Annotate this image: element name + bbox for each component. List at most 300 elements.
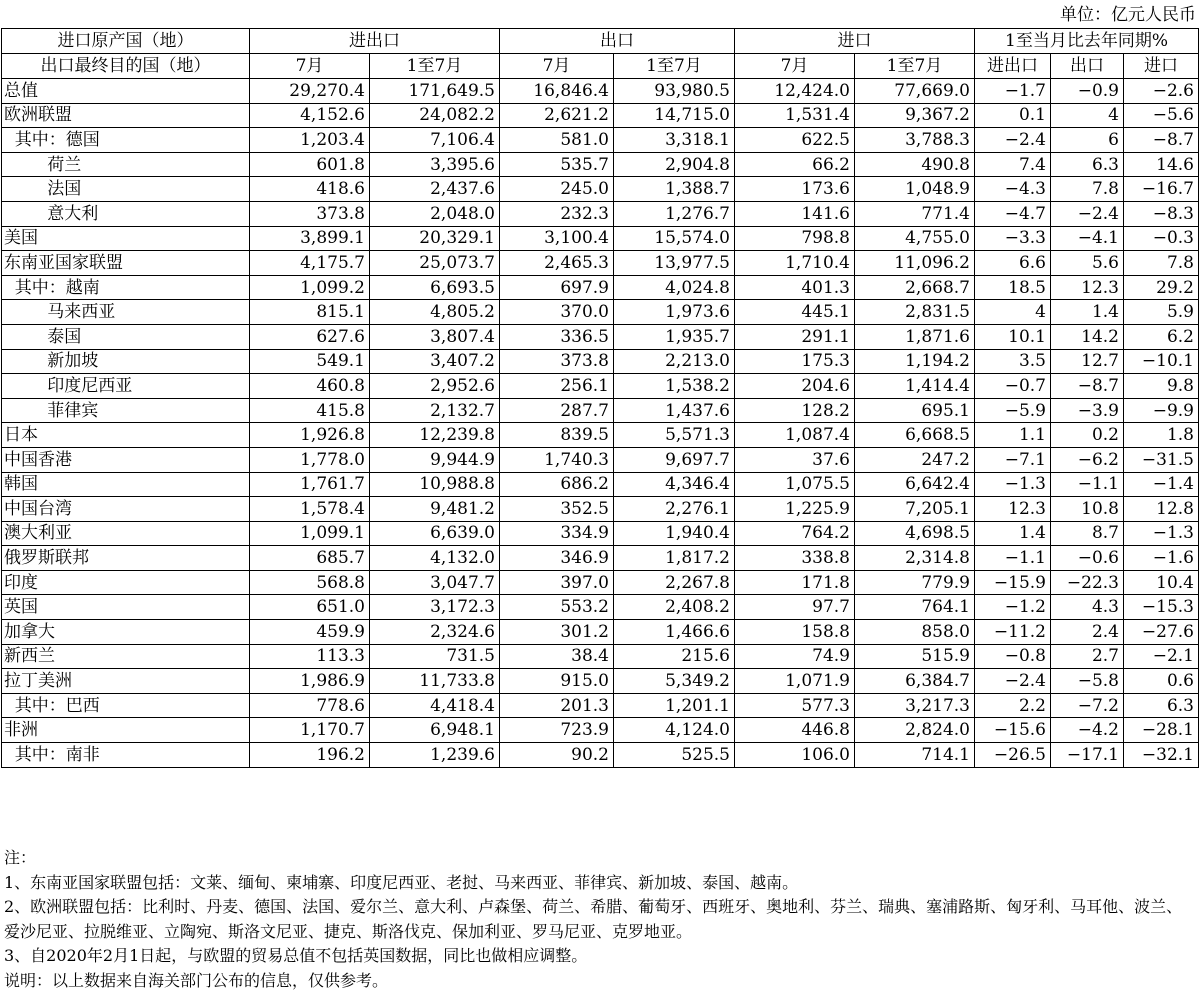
table-row [2,743,1199,768]
row-value: 106.0 [735,743,855,768]
row-name: 英国 [2,595,250,620]
table-row [2,79,1199,104]
row-value: 7,106.4 [370,128,500,153]
table-row [2,300,1199,325]
row-value: 158.8 [735,620,855,645]
row-value: 622.5 [735,128,855,153]
row-value: 4 [1051,103,1124,128]
row-value: 1,099.2 [250,275,370,300]
row-value: 1,414.4 [855,374,975,399]
row-value: 1,048.9 [855,177,975,202]
row-value: 3,899.1 [250,226,370,251]
row-value: 113.3 [250,644,370,669]
row-value: 3,807.4 [370,324,500,349]
row-name: 中国香港 [2,447,250,472]
table-row [2,423,1199,448]
row-value: −8.3 [1124,201,1199,226]
row-value: 7,205.1 [855,497,975,522]
note-source: 说明：以上数据来自海关部门公布的信息，仅供参考。 [4,970,389,990]
row-value: 1,203.4 [250,128,370,153]
row-value: 2,668.7 [855,275,975,300]
row-value: 3,217.3 [855,693,975,718]
table-row [2,497,1199,522]
row-value: 171,649.5 [370,79,500,104]
notes-title: 注： [4,848,37,867]
row-value: 29.2 [1124,275,1199,300]
row-value: 1,940.4 [614,521,735,546]
row-value: 0.1 [975,103,1051,128]
row-value: 29,270.4 [250,79,370,104]
row-value: −1.4 [1124,472,1199,497]
row-value: 9,944.9 [370,447,500,472]
row-name: 日本 [2,423,250,448]
row-value: 1,926.8 [250,423,370,448]
row-value: 1,437.6 [614,398,735,423]
row-value: 1,817.2 [614,546,735,571]
row-value: 418.6 [250,177,370,202]
table-row [2,103,1199,128]
row-value: 2.2 [975,693,1051,718]
row-name: 马来西亚 [2,300,250,325]
row-value: 2,048.0 [370,201,500,226]
row-value: −17.1 [1051,743,1124,768]
row-value: 445.1 [735,300,855,325]
row-name: 其中：南非 [2,743,250,768]
row-value: 2,324.6 [370,620,500,645]
row-value: 201.3 [500,693,614,718]
row-value: 2,132.7 [370,398,500,423]
row-value: −15.6 [975,718,1051,743]
row-value: 15,574.0 [614,226,735,251]
row-value: 38.4 [500,644,614,669]
row-value: 0.2 [1051,423,1124,448]
row-value: 568.8 [250,570,370,595]
row-value: −16.7 [1124,177,1199,202]
table-row [2,669,1199,694]
row-value: 20,329.1 [370,226,500,251]
row-value: 4,175.7 [250,251,370,276]
row-value: 4,805.2 [370,300,500,325]
row-value: 338.8 [735,546,855,571]
row-value: 373.8 [500,349,614,374]
row-value: 2.4 [1051,620,1124,645]
row-value: −22.3 [1051,570,1124,595]
row-value: −9.9 [1124,398,1199,423]
row-name: 菲律宾 [2,398,250,423]
row-name: 其中：越南 [2,275,250,300]
row-value: 10,988.8 [370,472,500,497]
row-value: 5.6 [1051,251,1124,276]
table-row [2,447,1199,472]
row-value: 714.1 [855,743,975,768]
row-value: 535.7 [500,152,614,177]
row-value: 1,276.7 [614,201,735,226]
row-value: 1.4 [1051,300,1124,325]
row-value: 4 [975,300,1051,325]
row-value: 1,986.9 [250,669,370,694]
row-value: 2.7 [1051,644,1124,669]
row-value: 6,639.0 [370,521,500,546]
row-value: 2,831.5 [855,300,975,325]
row-value: 798.8 [735,226,855,251]
row-value: 18.5 [975,275,1051,300]
row-value: 14.2 [1051,324,1124,349]
note-asean: 1、东南亚国家联盟包括：文莱、缅甸、柬埔寨、印度尼西亚、老挝、马来西亚、菲律宾、新加坡、泰国、越南。 [4,872,799,892]
table-row [2,251,1199,276]
row-name: 韩国 [2,472,250,497]
header-row-1 [2,29,1199,54]
table-row [2,398,1199,423]
row-value: 1,087.4 [735,423,855,448]
row-value: 695.1 [855,398,975,423]
row-value: 7.8 [1124,251,1199,276]
row-value: 549.1 [250,349,370,374]
table-row [2,177,1199,202]
header-import-ytd: 1至7月 [855,54,975,79]
header-trade: 进出口 [250,29,500,54]
row-value: 4,418.4 [370,693,500,718]
row-value: 215.6 [614,644,735,669]
row-value: −2.4 [975,669,1051,694]
row-value: 301.2 [500,620,614,645]
table-row [2,546,1199,571]
row-name: 印度尼西亚 [2,374,250,399]
row-value: 5.9 [1124,300,1199,325]
row-value: −0.9 [1051,79,1124,104]
row-value: 4,132.0 [370,546,500,571]
table-row [2,472,1199,497]
header-country-import: 进口原产国（地） [2,29,250,54]
row-value: 3,172.3 [370,595,500,620]
row-value: 1,075.5 [735,472,855,497]
row-value: 1,194.2 [855,349,975,374]
table-row [2,570,1199,595]
row-value: 10.4 [1124,570,1199,595]
row-name: 泰国 [2,324,250,349]
header-growth: 1至当月比去年同期% [975,29,1199,54]
table-row [2,128,1199,153]
row-value: 373.8 [250,201,370,226]
row-value: −1.2 [975,595,1051,620]
row-value: 97.7 [735,595,855,620]
row-name: 其中：德国 [2,128,250,153]
row-value: −8.7 [1051,374,1124,399]
row-name: 欧洲联盟 [2,103,250,128]
row-value: 1,740.3 [500,447,614,472]
row-value: 764.2 [735,521,855,546]
row-value: 839.5 [500,423,614,448]
row-value: 459.9 [250,620,370,645]
row-value: 577.3 [735,693,855,718]
row-value: 37.6 [735,447,855,472]
row-value: −5.9 [975,398,1051,423]
row-value: 1,071.9 [735,669,855,694]
row-value: 334.9 [500,521,614,546]
row-value: 686.2 [500,472,614,497]
row-name: 总值 [2,79,250,104]
row-value: 6.3 [1051,152,1124,177]
row-value: 370.0 [500,300,614,325]
row-value: −1.3 [975,472,1051,497]
row-value: −6.2 [1051,447,1124,472]
table-body [2,29,1199,768]
row-value: −1.1 [975,546,1051,571]
row-value: −4.7 [975,201,1051,226]
row-value: 1,935.7 [614,324,735,349]
row-value: 3.5 [975,349,1051,374]
row-name: 法国 [2,177,250,202]
row-value: 10.1 [975,324,1051,349]
row-value: 90.2 [500,743,614,768]
row-value: 9,481.2 [370,497,500,522]
row-value: 8.7 [1051,521,1124,546]
row-value: −2.4 [1051,201,1124,226]
header-growth-import: 进口 [1124,54,1199,79]
row-value: 1,538.2 [614,374,735,399]
row-value: 4,024.8 [614,275,735,300]
table-row [2,275,1199,300]
row-value: 1,761.7 [250,472,370,497]
row-value: 12,424.0 [735,79,855,104]
row-value: 16,846.4 [500,79,614,104]
row-value: 1.8 [1124,423,1199,448]
row-value: −15.9 [975,570,1051,595]
row-value: 3,100.4 [500,226,614,251]
row-value: 173.6 [735,177,855,202]
row-value: 1,531.4 [735,103,855,128]
table-row [2,226,1199,251]
row-value: 553.2 [500,595,614,620]
row-value: 5,571.3 [614,423,735,448]
row-value: 6,668.5 [855,423,975,448]
header-row-2 [2,54,1199,79]
row-value: 24,082.2 [370,103,500,128]
header-export-ytd: 1至7月 [614,54,735,79]
row-value: 74.9 [735,644,855,669]
table-row [2,718,1199,743]
row-value: 2,213.0 [614,349,735,374]
row-value: 13,977.5 [614,251,735,276]
row-value: 651.0 [250,595,370,620]
header-export: 出口 [500,29,735,54]
row-name: 新西兰 [2,644,250,669]
row-value: 815.1 [250,300,370,325]
row-value: −8.7 [1124,128,1199,153]
row-value: 723.9 [500,718,614,743]
row-value: 171.8 [735,570,855,595]
row-value: 6,384.7 [855,669,975,694]
header-import-month: 7月 [735,54,855,79]
row-value: −1.6 [1124,546,1199,571]
row-value: 6.6 [975,251,1051,276]
row-name: 中国台湾 [2,497,250,522]
header-growth-trade: 进出口 [975,54,1051,79]
row-value: 4,152.6 [250,103,370,128]
row-value: 3,395.6 [370,152,500,177]
row-value: 9,697.7 [614,447,735,472]
row-value: 581.0 [500,128,614,153]
row-value: 685.7 [250,546,370,571]
row-value: −27.6 [1124,620,1199,645]
row-value: 397.0 [500,570,614,595]
row-name: 拉丁美洲 [2,669,250,694]
row-value: 10.8 [1051,497,1124,522]
row-value: 401.3 [735,275,855,300]
row-value: −5.6 [1124,103,1199,128]
row-value: 779.9 [855,570,975,595]
row-value: 778.6 [250,693,370,718]
row-value: 25,073.7 [370,251,500,276]
row-value: 11,733.8 [370,669,500,694]
row-value: 515.9 [855,644,975,669]
table-row [2,521,1199,546]
row-value: 4,698.5 [855,521,975,546]
row-value: 346.9 [500,546,614,571]
row-value: 1,239.6 [370,743,500,768]
row-value: −11.2 [975,620,1051,645]
row-value: 12,239.8 [370,423,500,448]
row-value: 731.5 [370,644,500,669]
table-row [2,201,1199,226]
row-value: 93,980.5 [614,79,735,104]
row-value: 3,318.1 [614,128,735,153]
row-value: 2,276.1 [614,497,735,522]
row-name: 意大利 [2,201,250,226]
row-value: −4.1 [1051,226,1124,251]
header-trade-month: 7月 [250,54,370,79]
row-value: 1,201.1 [614,693,735,718]
row-value: 77,669.0 [855,79,975,104]
header-import: 进口 [735,29,975,54]
header-country-export: 出口最终目的国（地） [2,54,250,79]
row-value: 1.1 [975,423,1051,448]
row-value: 4,346.4 [614,472,735,497]
row-value: 1,099.1 [250,521,370,546]
row-value: −2.4 [975,128,1051,153]
row-value: 128.2 [735,398,855,423]
row-value: 11,096.2 [855,251,975,276]
row-value: 2,267.8 [614,570,735,595]
row-value: −7.2 [1051,693,1124,718]
row-value: 764.1 [855,595,975,620]
row-value: −15.3 [1124,595,1199,620]
row-value: −2.1 [1124,644,1199,669]
row-value: 1,871.6 [855,324,975,349]
row-value: 196.2 [250,743,370,768]
row-name: 荷兰 [2,152,250,177]
row-value: 291.1 [735,324,855,349]
row-value: 0.6 [1124,669,1199,694]
trade-table [1,28,1199,768]
row-value: 2,408.2 [614,595,735,620]
row-value: −31.5 [1124,447,1199,472]
row-name: 加拿大 [2,620,250,645]
row-value: 490.8 [855,152,975,177]
row-value: −4.3 [975,177,1051,202]
row-value: 12.3 [975,497,1051,522]
row-value: 336.5 [500,324,614,349]
row-value: 175.3 [735,349,855,374]
row-name: 印度 [2,570,250,595]
row-value: 66.2 [735,152,855,177]
row-value: −4.2 [1051,718,1124,743]
row-value: 7.4 [975,152,1051,177]
row-value: 915.0 [500,669,614,694]
row-value: 12.3 [1051,275,1124,300]
row-value: 9,367.2 [855,103,975,128]
row-value: −3.9 [1051,398,1124,423]
row-value: 287.7 [500,398,614,423]
row-value: 232.3 [500,201,614,226]
row-value: 525.5 [614,743,735,768]
row-value: 6,642.4 [855,472,975,497]
row-value: 446.8 [735,718,855,743]
row-value: 1.4 [975,521,1051,546]
row-value: 1,225.9 [735,497,855,522]
row-value: 601.8 [250,152,370,177]
row-value: −0.8 [975,644,1051,669]
table-row [2,644,1199,669]
header-growth-export: 出口 [1051,54,1124,79]
row-value: 6.2 [1124,324,1199,349]
row-value: 771.4 [855,201,975,226]
row-name: 非洲 [2,718,250,743]
row-value: 9.8 [1124,374,1199,399]
row-value: −28.1 [1124,718,1199,743]
row-value: 460.8 [250,374,370,399]
row-value: 14,715.0 [614,103,735,128]
unit-label: 单位：亿元人民币 [1060,5,1196,25]
row-value: 14.6 [1124,152,1199,177]
row-value: −10.1 [1124,349,1199,374]
header-export-month: 7月 [500,54,614,79]
row-value: 415.8 [250,398,370,423]
row-value: 4,755.0 [855,226,975,251]
row-value: 6 [1051,128,1124,153]
table-row [2,152,1199,177]
row-name: 俄罗斯联邦 [2,546,250,571]
row-value: 858.0 [855,620,975,645]
row-name: 新加坡 [2,349,250,374]
row-value: 4,124.0 [614,718,735,743]
table-row [2,693,1199,718]
row-value: 6.3 [1124,693,1199,718]
row-value: 6,693.5 [370,275,500,300]
row-value: 1,578.4 [250,497,370,522]
row-value: −32.1 [1124,743,1199,768]
row-value: −7.1 [975,447,1051,472]
notes-section [4,846,1196,993]
row-value: 7.8 [1051,177,1124,202]
note-eu: 2、欧洲联盟包括：比利时、丹麦、德国、法国、爱尔兰、意大利、卢森堡、荷兰、希腊、葡萄牙、西班牙、奥地利、芬兰、瑞典、塞浦路斯、匈牙利、马耳他、波兰、爱沙尼亚、拉脱维亚、立陶宛、斯洛文尼亚、捷克、斯洛伐克、保加利亚、罗马尼亚、克罗地亚。 [4,897,1183,941]
row-value: 1,388.7 [614,177,735,202]
row-value: 2,952.6 [370,374,500,399]
header-trade-ytd: 1至7月 [370,54,500,79]
row-value: 627.6 [250,324,370,349]
row-value: 3,788.3 [855,128,975,153]
row-value: −0.7 [975,374,1051,399]
table-row [2,374,1199,399]
row-name: 东南亚国家联盟 [2,251,250,276]
row-value: 5,349.2 [614,669,735,694]
table-row [2,595,1199,620]
row-value: 247.2 [855,447,975,472]
row-value: −26.5 [975,743,1051,768]
row-value: −1.7 [975,79,1051,104]
row-value: −2.6 [1124,79,1199,104]
row-value: 1,170.7 [250,718,370,743]
row-value: −3.3 [975,226,1051,251]
